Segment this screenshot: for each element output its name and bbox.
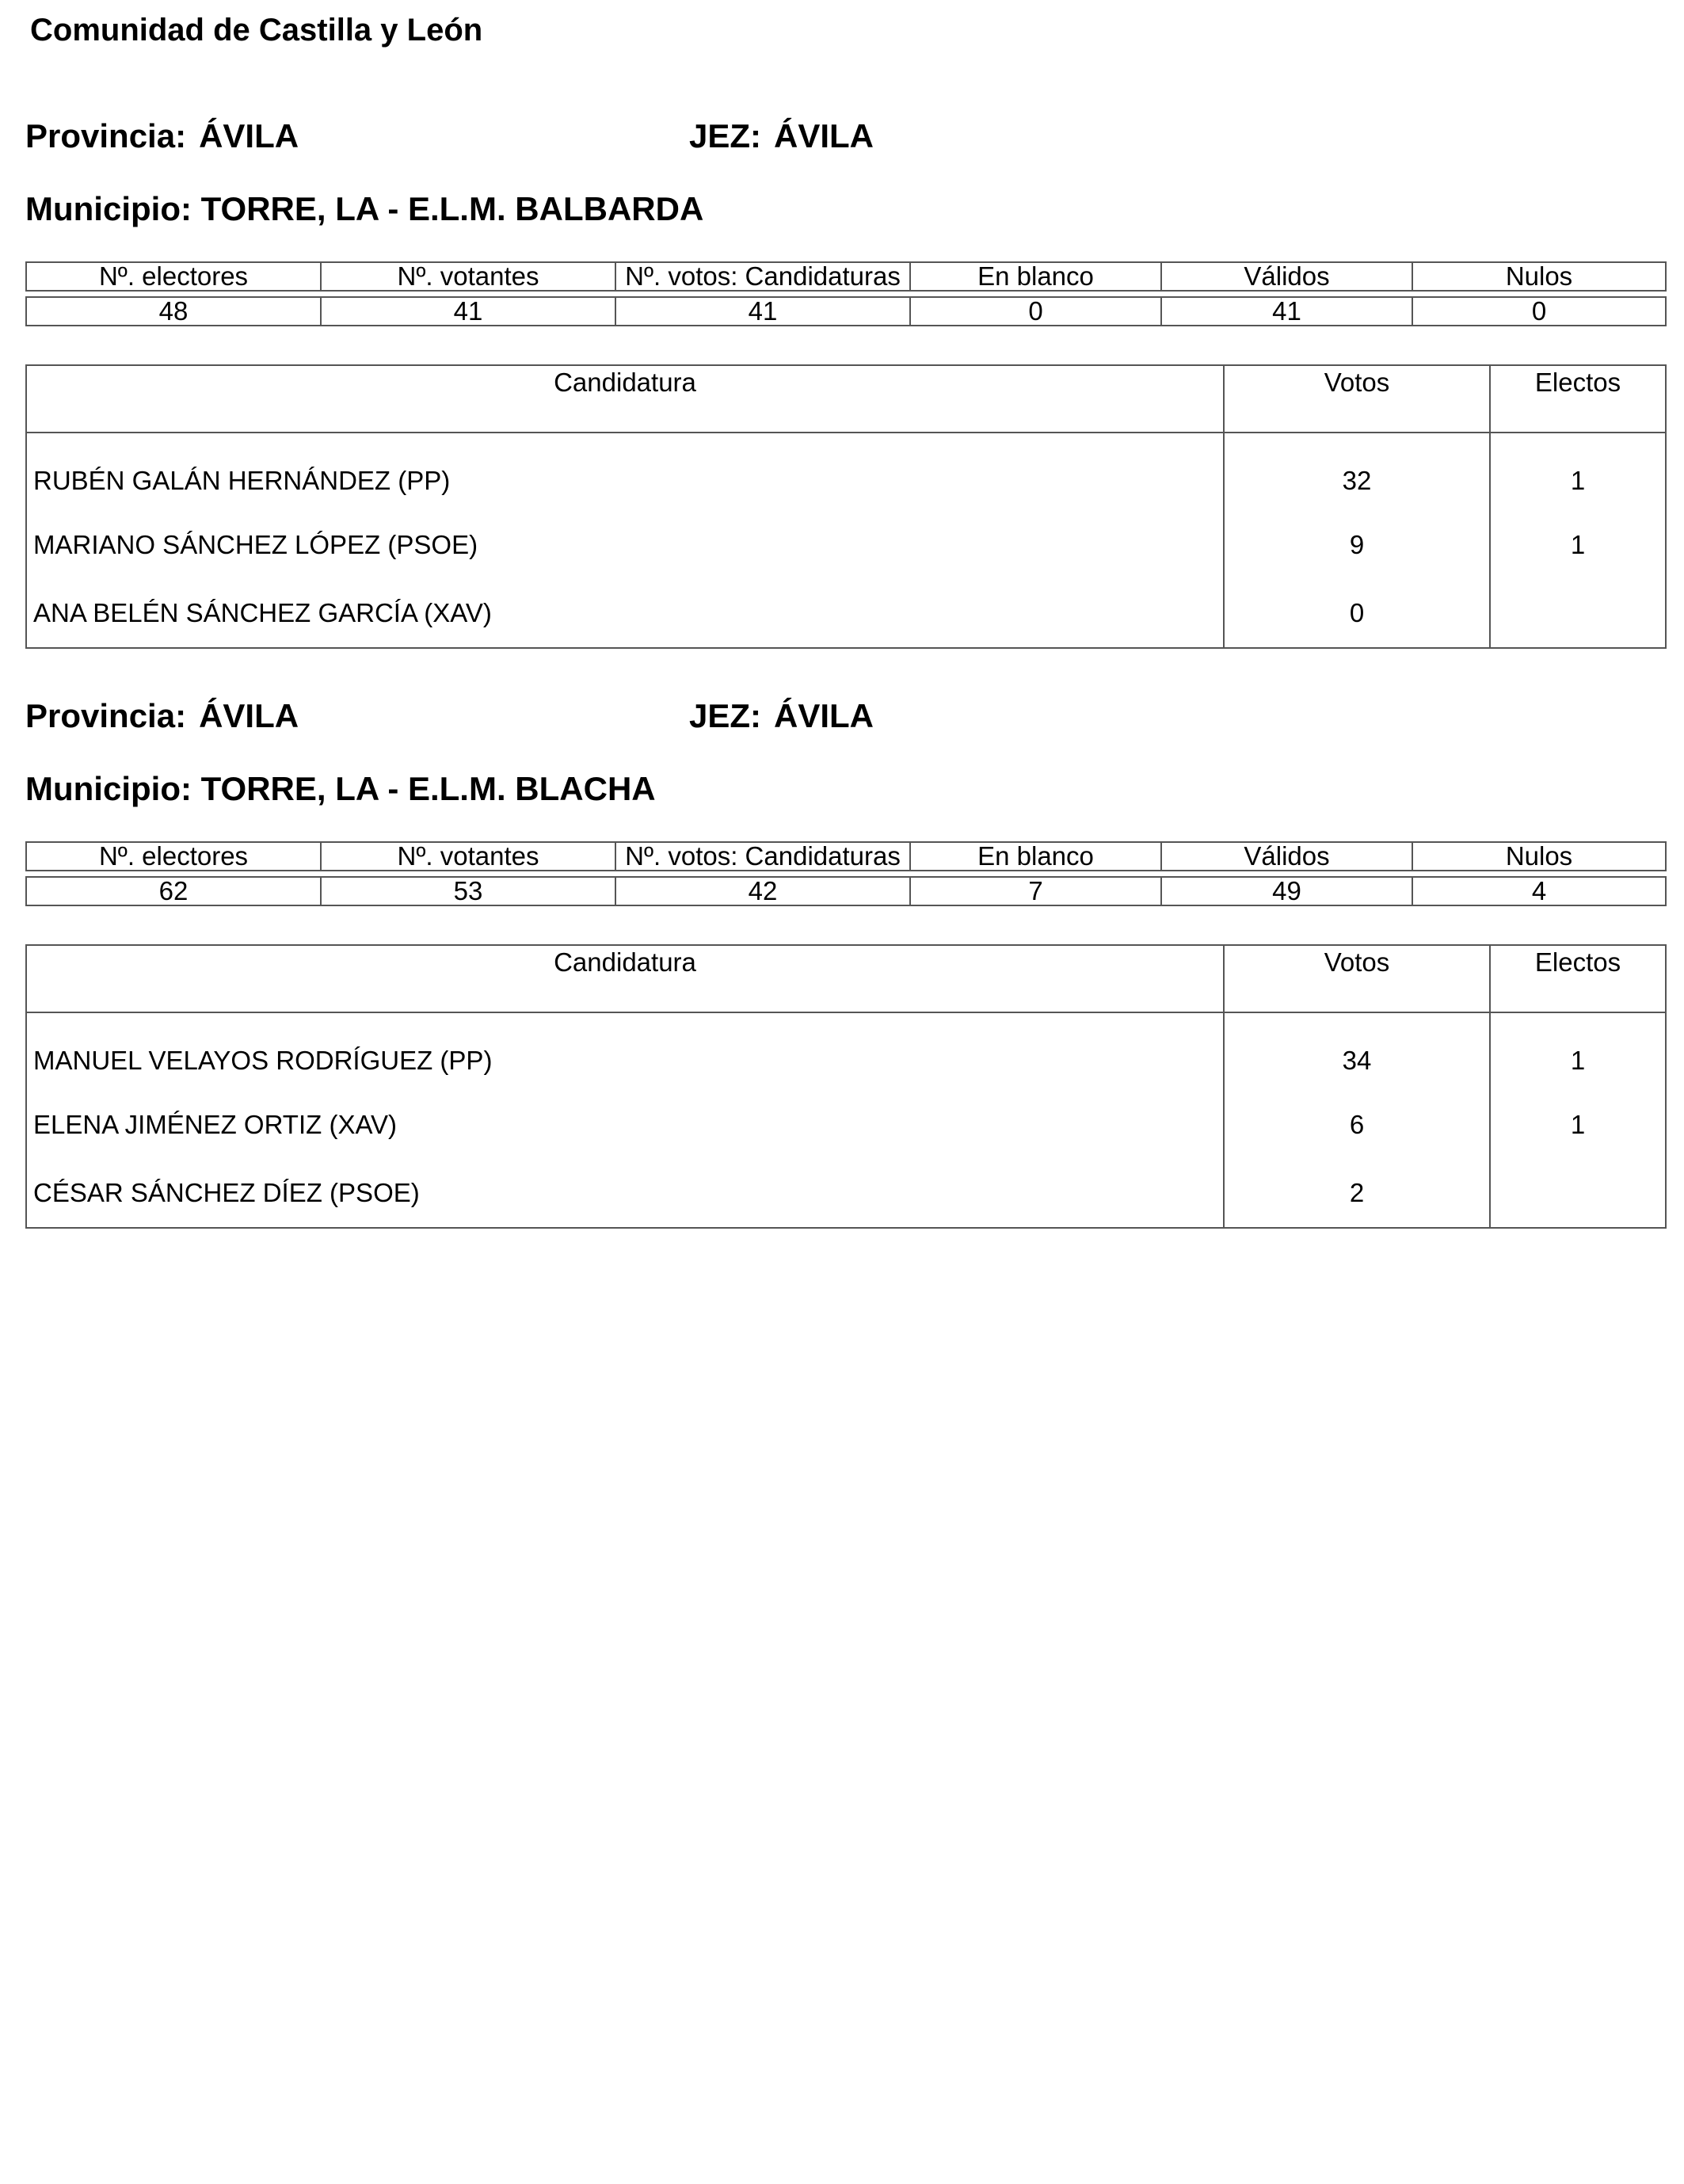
municipality-section-blacha xyxy=(25,697,1665,1229)
candidate-votos: 9 xyxy=(1224,511,1490,579)
stats-table xyxy=(25,841,1667,906)
provincia-line xyxy=(25,117,1665,157)
candidate-votos: 0 xyxy=(1224,579,1490,648)
candidates-header-row xyxy=(26,945,1666,1012)
stats-value: 42 xyxy=(615,877,910,905)
stats-value: 49 xyxy=(1161,877,1412,905)
stats-header-row xyxy=(26,262,1666,291)
municipality-section-balbarda xyxy=(25,117,1665,649)
stats-value: 41 xyxy=(1161,297,1412,326)
candidate-votos: 6 xyxy=(1224,1091,1490,1159)
stats-header: Válidos xyxy=(1161,262,1412,291)
candidate-electos xyxy=(1490,1159,1666,1228)
provincia-value: ÁVILA xyxy=(199,117,299,154)
candidate-name: ELENA JIMÉNEZ ORTIZ (XAV) xyxy=(26,1091,1224,1159)
jez-value: ÁVILA xyxy=(774,117,874,154)
candidate-electos xyxy=(1490,579,1666,648)
candidate-electos: 1 xyxy=(1490,511,1666,579)
candidatura-header: Candidatura xyxy=(26,365,1224,433)
region-title: Comunidad de Castilla y León xyxy=(30,13,483,48)
stats-header: Nº. votantes xyxy=(321,842,615,871)
provincia-line xyxy=(25,697,1665,737)
candidate-name: MARIANO SÁNCHEZ LÓPEZ (PSOE) xyxy=(26,511,1224,579)
candidate-row xyxy=(26,1159,1666,1228)
candidate-electos: 1 xyxy=(1490,1012,1666,1091)
stats-header: Nº. votos: Candidaturas xyxy=(615,262,910,291)
stats-header: Nº. votantes xyxy=(321,262,615,291)
electos-header: Electos xyxy=(1490,365,1666,433)
municipio-label: Municipio: xyxy=(25,190,192,227)
provincia-label: Provincia: xyxy=(25,117,187,154)
stats-header-row xyxy=(26,842,1666,871)
votos-header: Votos xyxy=(1224,365,1490,433)
stats-header: Válidos xyxy=(1161,842,1412,871)
jez-label: JEZ: xyxy=(689,117,762,154)
stats-value: 53 xyxy=(321,877,615,905)
votos-header: Votos xyxy=(1224,945,1490,1012)
municipio-line xyxy=(25,770,1665,810)
stats-header: Nulos xyxy=(1412,262,1666,291)
candidate-row xyxy=(26,1012,1666,1091)
stats-value: 0 xyxy=(1412,297,1666,326)
stats-header: Nº. electores xyxy=(26,262,321,291)
candidate-votos: 34 xyxy=(1224,1012,1490,1091)
municipio-label: Municipio: xyxy=(25,770,192,807)
municipio-value: TORRE, LA - E.L.M. BALBARDA xyxy=(200,190,704,227)
candidatura-header: Candidatura xyxy=(26,945,1224,1012)
candidate-electos: 1 xyxy=(1490,1091,1666,1159)
provincia-value: ÁVILA xyxy=(199,697,299,734)
stats-value: 62 xyxy=(26,877,321,905)
jez-group xyxy=(689,697,874,735)
candidate-row xyxy=(26,1091,1666,1159)
municipio-line xyxy=(25,190,1665,230)
candidate-name: ANA BELÉN SÁNCHEZ GARCÍA (XAV) xyxy=(26,579,1224,648)
stats-value: 48 xyxy=(26,297,321,326)
candidate-name: CÉSAR SÁNCHEZ DÍEZ (PSOE) xyxy=(26,1159,1224,1228)
stats-value-row xyxy=(26,297,1666,326)
stats-value: 4 xyxy=(1412,877,1666,905)
candidate-row xyxy=(26,579,1666,648)
jez-value: ÁVILA xyxy=(774,697,874,734)
municipio-value: TORRE, LA - E.L.M. BLACHA xyxy=(200,770,656,807)
stats-header: Nº. electores xyxy=(26,842,321,871)
candidate-name: RUBÉN GALÁN HERNÁNDEZ (PP) xyxy=(26,433,1224,511)
stats-header: En blanco xyxy=(910,842,1161,871)
candidates-table xyxy=(25,364,1667,649)
candidate-votos: 2 xyxy=(1224,1159,1490,1228)
stats-value-row xyxy=(26,877,1666,905)
candidates-table xyxy=(25,944,1667,1229)
electos-header: Electos xyxy=(1490,945,1666,1012)
candidates-header-row xyxy=(26,365,1666,433)
candidate-row xyxy=(26,511,1666,579)
provincia-label: Provincia: xyxy=(25,697,187,734)
stats-value: 41 xyxy=(321,297,615,326)
stats-value: 41 xyxy=(615,297,910,326)
jez-label: JEZ: xyxy=(689,697,762,734)
stats-value: 7 xyxy=(910,877,1161,905)
candidate-votos: 32 xyxy=(1224,433,1490,511)
candidate-row xyxy=(26,433,1666,511)
stats-header: Nulos xyxy=(1412,842,1666,871)
stats-value: 0 xyxy=(910,297,1161,326)
jez-group xyxy=(689,117,874,155)
stats-header: Nº. votos: Candidaturas xyxy=(615,842,910,871)
stats-header: En blanco xyxy=(910,262,1161,291)
candidate-electos: 1 xyxy=(1490,433,1666,511)
stats-table xyxy=(25,261,1667,326)
candidate-name: MANUEL VELAYOS RODRÍGUEZ (PP) xyxy=(26,1012,1224,1091)
